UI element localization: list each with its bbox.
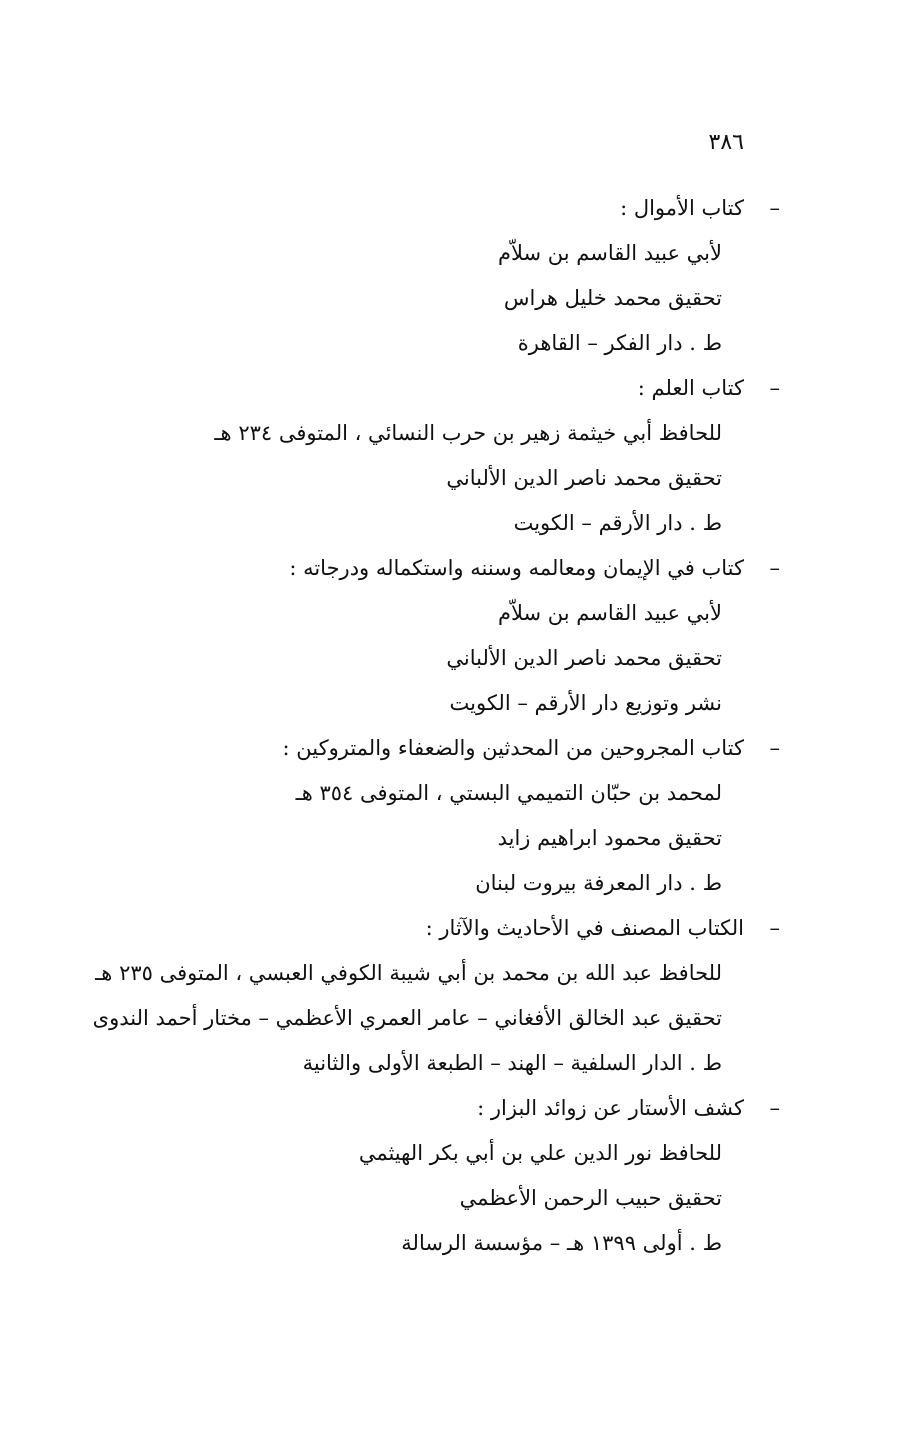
dash-bullet: – [769, 916, 780, 940]
entry-author: لأبي عبيد القاسم بن سلاّم [497, 601, 722, 625]
entry-author: للحافظ نور الدين علي بن أبي بكر الهيثمي [358, 1141, 722, 1165]
entry-title: –كشف الأستار عن زوائد البزار : [60, 1086, 780, 1131]
bibliography-entry [60, 366, 780, 546]
entry-publisher: ط . دار الفكر – القاهرة [517, 331, 722, 355]
bibliography-entry [60, 186, 780, 366]
bibliography-entry [60, 546, 780, 726]
entry-publisher: ط . دار المعرفة بيروت لبنان [475, 871, 722, 895]
page-number: ٣٨٦ [708, 130, 744, 155]
bibliography-entry [60, 726, 780, 906]
entry-editor: تحقيق محمود ابراهيم زايد [497, 826, 722, 850]
entry-publisher: نشر وتوزيع دار الأرقم – الكويت [449, 691, 722, 715]
entry-editor: تحقيق محمد ناصر الدين الألباني [446, 646, 722, 670]
entry-editor: تحقيق محمد ناصر الدين الألباني [446, 466, 722, 490]
entry-editor: تحقيق محمد خليل هراس [503, 286, 722, 310]
entry-publisher: ط . دار الأرقم – الكويت [513, 511, 722, 535]
entry-author: لأبي عبيد القاسم بن سلاّم [497, 241, 722, 265]
entry-publisher: ط . أولى ١٣٩٩ هـ – مؤسسة الرسالة [401, 1231, 722, 1255]
entry-author: للحافظ أبي خيثمة زهير بن حرب النسائي ، المتوفى ٢٣٤ هـ [214, 421, 722, 445]
bibliography-entry [60, 906, 780, 1086]
bibliography-entry [60, 1086, 780, 1266]
entry-title: –كتاب الأموال : [60, 186, 780, 231]
entry-title: –كتاب المجروحين من المحدثين والضعفاء والمتروكين : [60, 726, 780, 771]
entry-editor: تحقيق حبيب الرحمن الأعظمي [459, 1186, 722, 1210]
entry-editor: تحقيق عبد الخالق الأفغاني – عامر العمري الأعظمي – مختار أحمد الندوى [92, 1006, 722, 1030]
dash-bullet: – [769, 736, 780, 760]
entry-title: –كتاب في الإيمان ومعالمه وسننه واستكماله ودرجاته : [60, 546, 780, 591]
dash-bullet: – [769, 1096, 780, 1120]
dash-bullet: – [769, 376, 780, 400]
entry-publisher: ط . الدار السلفية – الهند – الطبعة الأولى والثانية [302, 1051, 722, 1075]
entry-title: –كتاب العلم : [60, 366, 780, 411]
dash-bullet: – [769, 556, 780, 580]
dash-bullet: – [769, 196, 780, 220]
entry-author: لمحمد بن حبّان التميمي البستي ، المتوفى ٣٥٤ هـ [295, 781, 722, 805]
entry-title: –الكتاب المصنف في الأحاديث والآثار : [60, 906, 780, 951]
bibliography-list [60, 186, 780, 1266]
entry-author: للحافظ عبد الله بن محمد بن أبي شيبة الكوفي العبسي ، المتوفى ٢٣٥ هـ [95, 961, 722, 985]
